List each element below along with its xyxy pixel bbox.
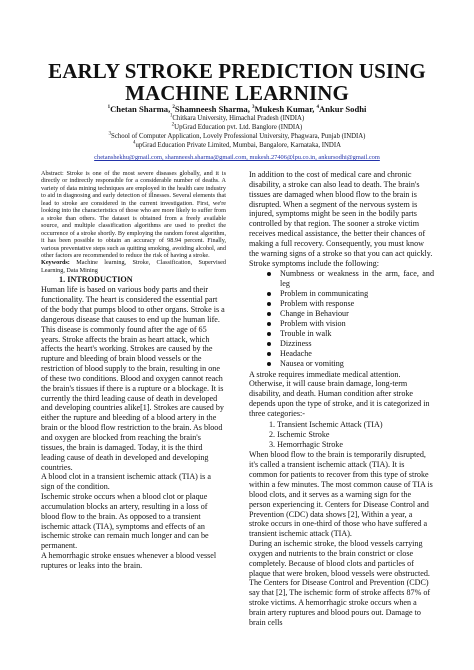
symptom-text: Trouble in walk [280, 328, 332, 338]
bullet-icon [267, 272, 271, 276]
title-line-2: MACHINE LEARNING [125, 81, 349, 105]
right-column [249, 170, 434, 628]
author-emails[interactable]: chetanshekhu@gmail.com, shamneesh.sharma@gmail.com, mukesh.27406@lpu.co.in, ankursodhi@gmail.com [94, 154, 380, 161]
author-name: Chetan Sharma, [110, 104, 173, 114]
keywords-label: Keywords: [41, 259, 70, 267]
list-item [267, 289, 434, 299]
bullet-icon [267, 312, 271, 316]
symptom-text: Problem with response [280, 299, 355, 309]
bullet-icon [267, 292, 271, 296]
intro-paragraph-4: A hemorrhagic stroke ensues whenever a blood vessel ruptures or leaks into the brain. [41, 551, 217, 570]
author-sup: 2 [172, 105, 175, 111]
symptom-text: Dizziness [280, 338, 312, 348]
author-name: Shamneesh Sharma, [174, 104, 253, 114]
affil-sup: 1 [169, 113, 173, 119]
list-item [267, 329, 434, 339]
stroke-type-list [269, 420, 434, 450]
list-item [267, 319, 434, 329]
bullet-icon [267, 362, 271, 366]
list-item [267, 349, 434, 359]
right-intro-paragraph: In addition to the cost of medical care and chronic disability, a stroke can also lead to death. The brain's tissues are damaged when blood flow to the brain is disrupted. When a segment of the nervous system is injured, symptoms might be seen in the bodily parts controlled by that region. The sooner a stroke victim receives medical assistance, the better their chances of making a full recovery. Consequently, you must know the warning signs of a stroke so that you can act quickly. Stroke symptoms include the following: [249, 170, 433, 268]
author-sup: 3 [252, 105, 255, 111]
list-item: 3. Hemorrhagic Stroke [269, 439, 343, 449]
author-name: Ankur Sodhi [319, 104, 367, 114]
symptom-text: Problem in communicating [280, 289, 369, 299]
list-item [267, 339, 434, 349]
right-paragraph-ischemic: During an ischemic stroke, the blood vessels carrying oxygen and nutrients to the brain constrict or close completely. Because of blood clots and particles of plaque that were broken, blood vessels were obstructed. The Centers for Disease Control and Prevention (CDC) say that [2], The ischemic form of stroke affects 87% of stroke victims. A hemorrhagic stroke occurs when a brain artery ruptures and blood pours out. Damage to brain cells [249, 539, 431, 627]
intro-paragraph-2: A blood clot in a transient ischemic attack (TIA) is a sign of the condition. [41, 472, 211, 492]
left-column [41, 170, 226, 571]
author-sup: 1 [107, 105, 111, 111]
affil-sup: 2 [171, 122, 175, 128]
symptom-list [267, 269, 434, 368]
affil-sup: 4 [132, 140, 136, 146]
symptom-text: Problem with vision [280, 318, 346, 328]
affil-sup: 3 [108, 131, 112, 137]
intro-paragraph-1: Human life is based on various body parts and their functionality. The heart is considered the essential part of the body that pumps blood to other organs. Stroke is a dangerous disease that causes to end up the human life. This disease is commonly found after the age of 65 years. Stroke affects the brain as heart attack, which affects the heart's working. Strokes are caused by the rupture and bleeding of brain blood vessels or the restriction of blood supply to the brain, resulting in one of these two conditions. Blood and oxygen cannot reach the brain's tissues if there is a rupture or a blockage. It is currently the third leading cause of death in developed and developing countries alike[1]. Strokes are caused by either the rupture and bleeding of a blood artery in the brain or the blood flow restriction to the brain. As blood and oxygen are blocked from reaching the brain's tissues, the brain is damaged. Today, it is the third leading cause of death in developed and developing countries. [41, 285, 225, 472]
affiliation-3 [0, 132, 474, 141]
bullet-icon [267, 352, 271, 356]
bullet-icon [267, 332, 271, 336]
list-item: 1. Transient Ischemic Attack (TIA) [269, 419, 383, 429]
bullet-icon [267, 342, 271, 346]
author-list [0, 104, 474, 114]
symptom-text: Nausea or vomiting [280, 358, 344, 368]
symptom-text: Change in Behaviour [280, 309, 349, 319]
keywords [41, 259, 226, 274]
symptom-text: Headache [280, 348, 312, 358]
symptom-text: Numbness or weakness in the arm, face, and leg [280, 269, 434, 289]
section-heading-introduction: 1. INTRODUCTION [59, 275, 133, 285]
list-item [267, 269, 434, 289]
abstract: Abstract: Stroke is one of the most severe diseases globally, and it is directly or indirectly responsible for a considerable number of deaths. A variety of data mining techniques are employed in the health care industry to aid in diagnosing and early detection of illnesses. Several elements that lead to stroke are considered in the current investigation. First, we're looking into the characteristics of those who are more likely to suffer from a stroke than others. The dataset is obtained from a freely available source, and multiple classification algorithms are used to predict the occurrence of a stroke shortly. By employing the random forest algorithm, it has been possible to obtain an accuracy of 98.94 percent. Finally, various preventative steps such as quitting smoking, avoiding alcohol, and other factors are recommended to reduce the risk of having a stroke. [41, 170, 226, 259]
affil-text: Chitkara University, Himachal Pradesh (INDIA) [172, 115, 305, 122]
list-item [267, 309, 434, 319]
title-line-1: EARLY STROKE PREDICTION USING [48, 59, 426, 83]
affiliation-4 [0, 141, 474, 150]
bullet-icon [267, 302, 271, 306]
keywords-text: Machine learning, Stroke, Classification, Supervised Learning, Data Mining [41, 259, 226, 274]
paper-title [0, 60, 474, 104]
right-paragraph-tia: When blood flow to the brain is temporarily disrupted, it's called a transient ischemic attack (TIA). It is common for patients to recover from this type of stroke within a few minutes. The most common cause of TIA is blood clots, and it serves as a warning sign for the person experiencing it. Centers for Disease Control and Prevention (CDC) data shows [2], Within a year, a stroke occurs in one-third of those who have suffered a transient ischemic attack (TIA). [249, 450, 433, 539]
intro-paragraph-3: Ischemic stroke occurs when a blood clot or plaque accumulation blocks an artery, resulting in a loss of blood flow to the brain. As opposed to a transient ischemic attack (TIA), symptoms and effects of an ischemic stroke can remain much longer and can be permanent. [41, 492, 209, 551]
list-item [267, 299, 434, 309]
affil-text: UpGrad Education pvt. Ltd. Banglore (INDIA) [174, 124, 303, 131]
affiliation-2 [0, 123, 474, 132]
list-item [267, 359, 434, 369]
author-sup: 4 [316, 105, 320, 111]
right-mid-paragraph: A stroke requires immediate medical attention. Otherwise, it will cause brain damage, long-term disability, and death. Human condition after stroke depends upon the type of stroke, and it is categorized in three categories:- [249, 369, 430, 418]
affiliation-1 [0, 114, 474, 123]
affil-text: School of Computer Application, Lovely Professional University, Phagwara, Punjab (INDIA) [111, 133, 366, 140]
bullet-icon [267, 322, 271, 326]
list-item: 2. Ischemic Stroke [269, 429, 330, 439]
affil-text: upGrad Education Private Limited, Mumbai, Bangalore, Karnataka, INDIA [135, 142, 342, 149]
author-name: Mukesh Kumar, [254, 104, 317, 114]
